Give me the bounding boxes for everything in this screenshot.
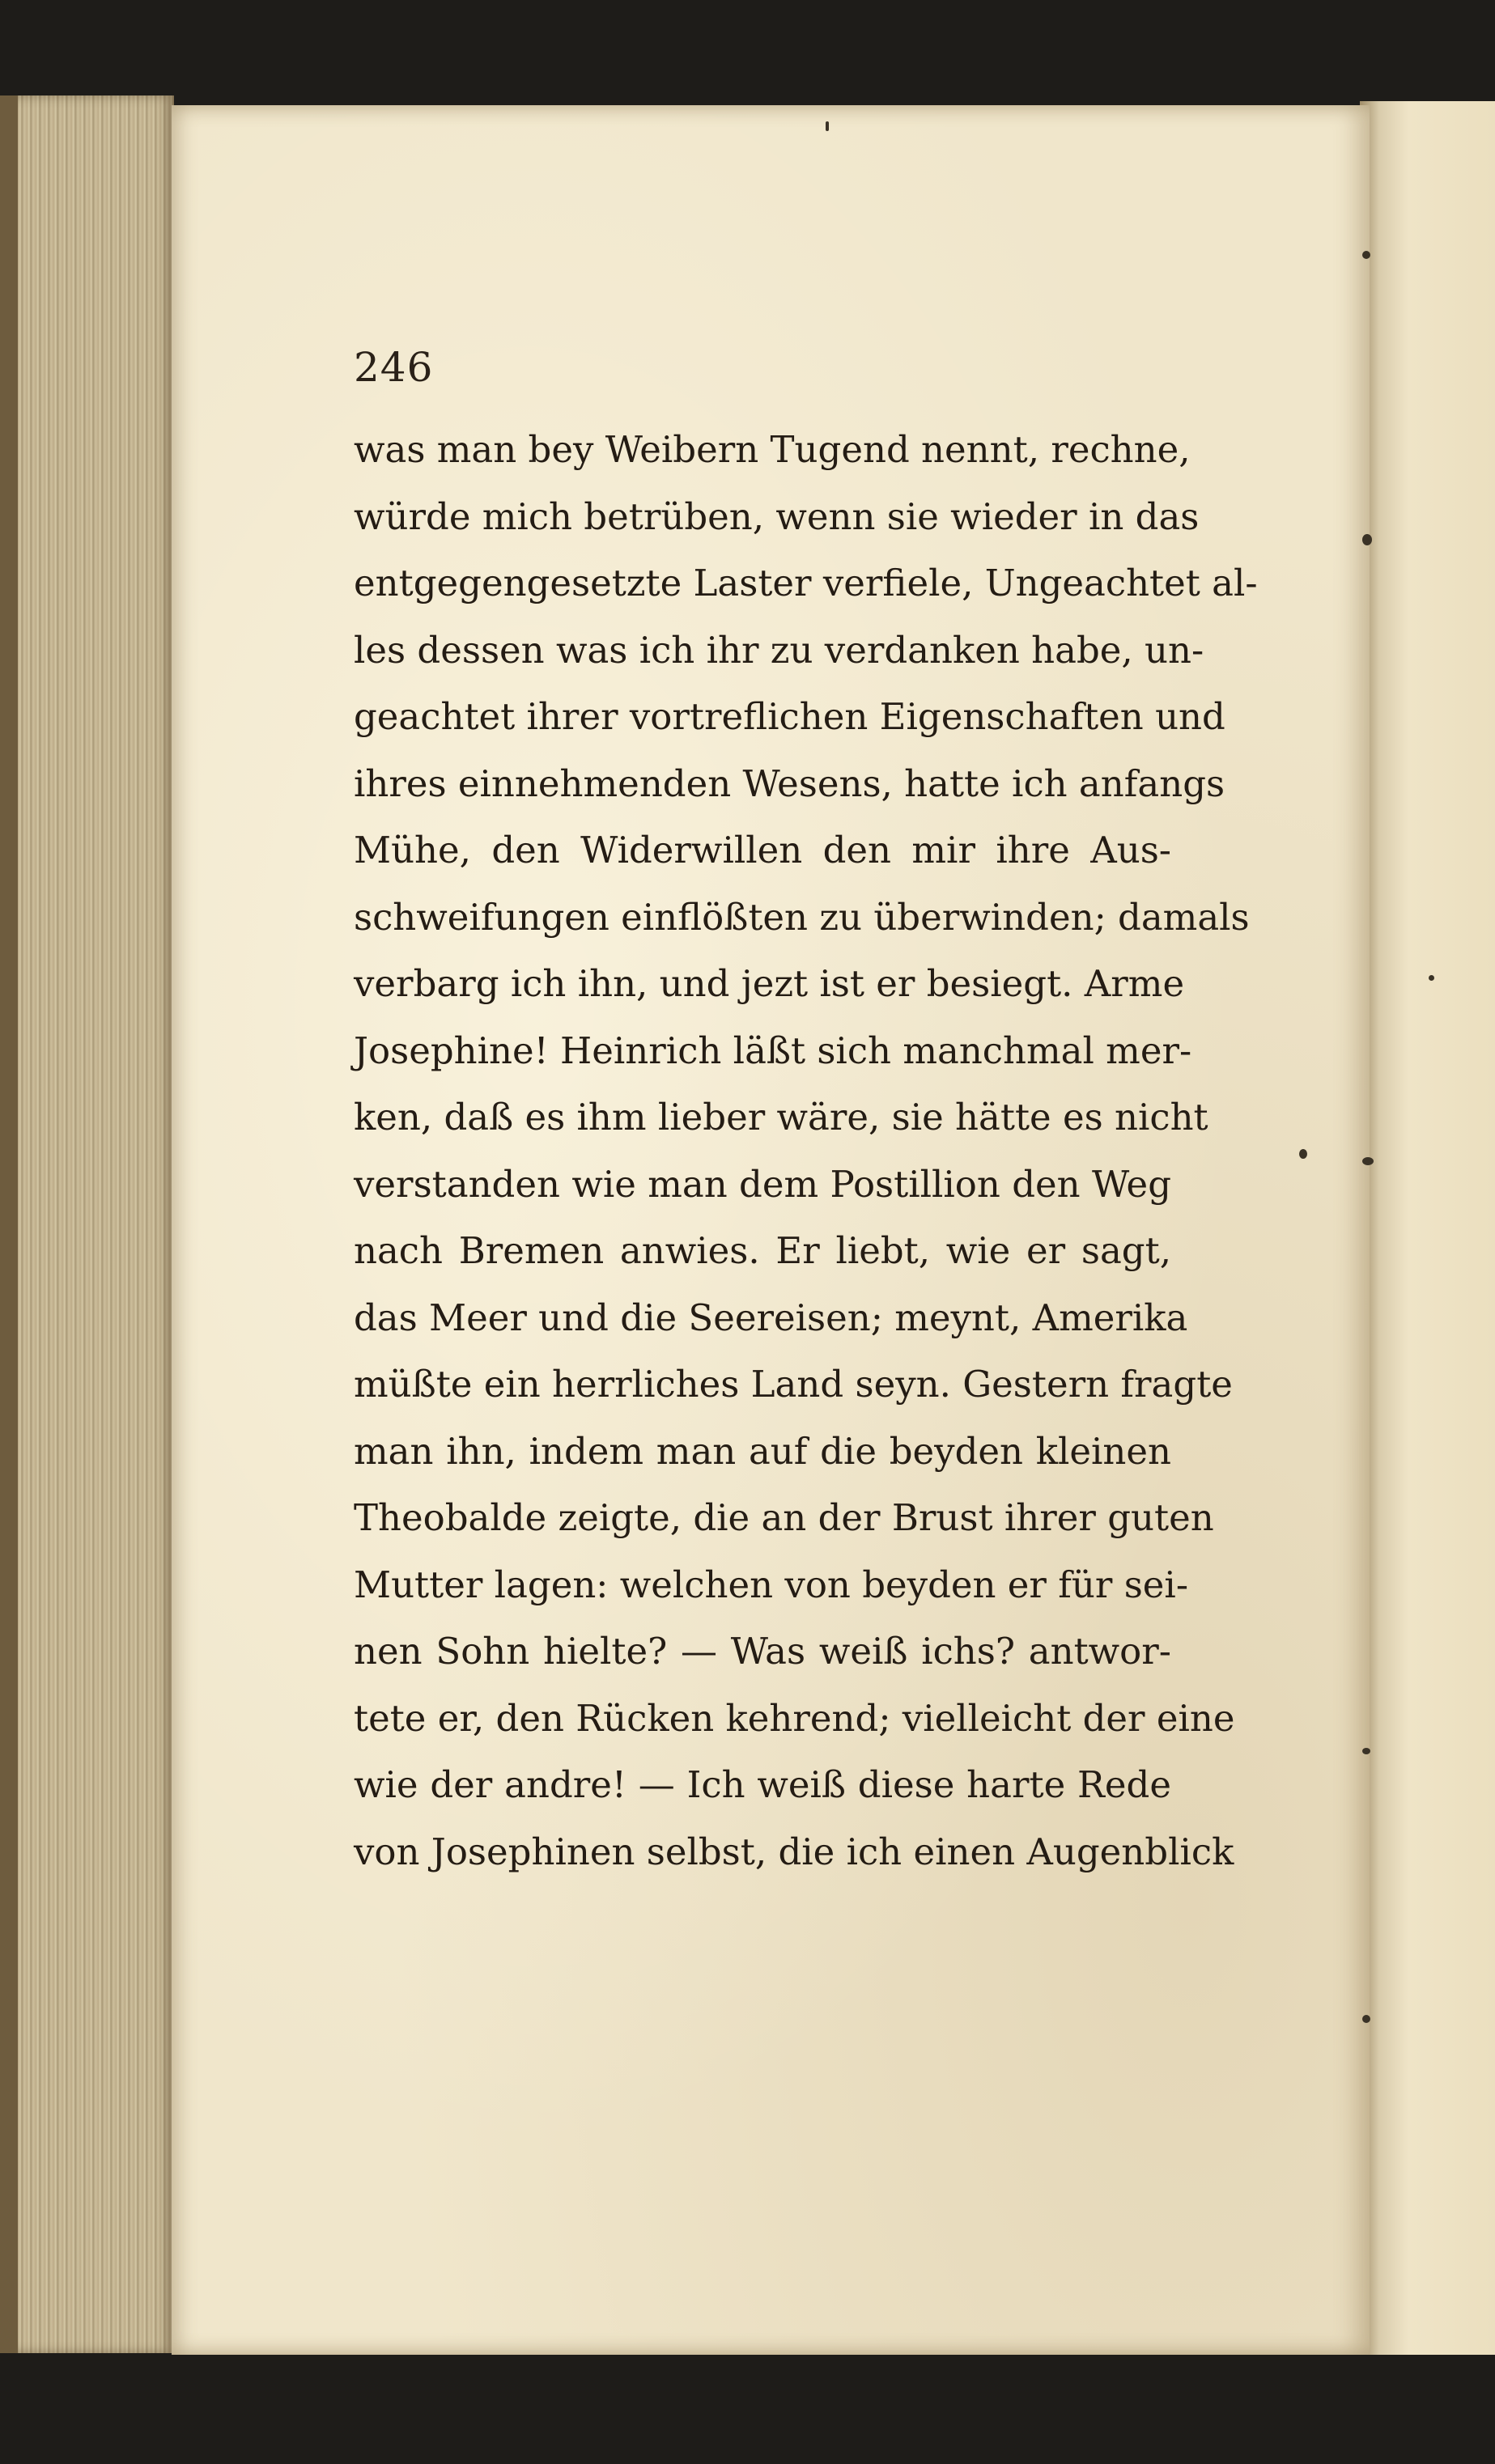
paper-speck (1299, 1149, 1307, 1159)
page-edges (0, 95, 174, 2353)
paper-speck (1362, 2015, 1370, 2023)
text-line: nach Bremen anwies. Er liebt, wie er sagt, (354, 1229, 1171, 1272)
page-text (354, 417, 1258, 1885)
paper-speck (1429, 975, 1434, 981)
text-line: verstanden wie man dem Postillion den Weg (354, 1162, 1171, 1206)
text-line: geachtet ihrer vortreflichen Eigenschaften und (354, 695, 1225, 738)
paper-speck (1362, 534, 1372, 545)
text-line: nen Sohn hielte? — Was weiß ichs? antwor- (354, 1630, 1171, 1673)
text-line: ihres einnehmenden Wesens, hatte ich anfangs (354, 761, 1225, 805)
text-line: entgegengesetzte Laster verfiele, Ungeachtet al- (354, 562, 1258, 604)
text-line: Josephine! Heinrich läßt sich manchmal mer- (354, 1028, 1192, 1072)
text-line: das Meer und die Seereisen; meynt, Amerika (354, 1296, 1188, 1339)
text-line: man ihn, indem man auf die beyden kleinen (354, 1429, 1171, 1473)
paper-speck (1362, 1157, 1374, 1165)
text-line: Mühe, den Widerwillen den mir ihre Aus- (354, 829, 1171, 872)
book-cover-edge (0, 95, 18, 2353)
text-line: verbarg ich ihn, und jezt ist er besiegt. Arme (354, 962, 1185, 1005)
paper-speck (1362, 251, 1370, 259)
text-line: müßte ein herrliches Land seyn. Gestern fragte (354, 1363, 1233, 1406)
text-line: würde mich betrüben, wenn sie wieder in das (354, 494, 1200, 538)
text-line: les dessen was ich ihr zu verdanken habe, un- (354, 628, 1204, 672)
text-line: tete er, den Rücken kehrend; vielleicht der eine (354, 1696, 1235, 1740)
text-line: wie der andre! — Ich weiß diese harte Rede (354, 1763, 1171, 1806)
text-line: ken, daß es ihm lieber wäre, sie hätte es nicht (354, 1096, 1208, 1139)
paper-speck (826, 121, 829, 131)
text-line: von Josephinen selbst, die ich einen Augenblick (354, 1830, 1234, 1873)
text-line: Theobalde zeigte, die an der Brust ihrer guten (354, 1496, 1214, 1539)
text-line: was man bey Weibern Tugend nennt, rechne, (354, 428, 1191, 471)
paper-speck (1362, 1748, 1370, 1754)
book-gutter (1360, 101, 1495, 2355)
text-line: Mutter lagen: welchen von beyden er für sei- (354, 1563, 1189, 1606)
text-line: schweifungen einflößten zu überwinden; damals (354, 895, 1250, 939)
page-number: 246 (354, 344, 434, 391)
